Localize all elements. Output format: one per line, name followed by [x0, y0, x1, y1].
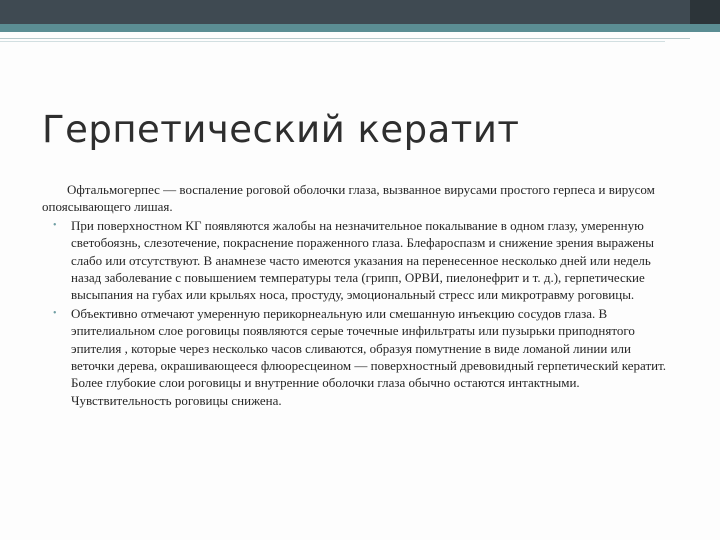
- bullet-text: При поверхностном КГ появляются жалобы на незначительное покалывание в одном глазу, умеренную светобоязнь, слезотечение, покраснение пораженного глаза. Блефароспазм и снижение зрения выражены слабо или отсутствуют. В анамнезе часто имеются указания на перенесенное несколько дней или недель назад заболевание с повышением температуры тела (грипп, ОРВИ, пиелонефрит и т. д.), герпетические высыпания на губах или крыльях носа, простуду, эмоциональный стресс или микротравму роговицы.: [71, 217, 654, 303]
- top-right-decorative-block: [690, 0, 720, 24]
- intro-paragraph: Офтальмогерпес — воспаление роговой оболочки глаза, вызванное вирусами простого герпеса и вирусом опоясывающего лишая.: [42, 182, 655, 215]
- bullet-item-2: [42, 305, 672, 409]
- bullet-icon: •: [53, 219, 57, 231]
- divider-line-secondary: [0, 41, 665, 42]
- divider-line: [0, 38, 690, 39]
- bullet-icon: •: [53, 307, 57, 319]
- slide-title: Герпетический кератит: [42, 108, 520, 151]
- bullet-item-1: [42, 217, 672, 304]
- top-decorative-band: [0, 0, 720, 24]
- bullet-text: Объективно отмечают умеренную перикорнеальную или смешанную инъекцию сосудов глаза. В эпителиальном слое роговицы появляются серые точечные инфильтраты или пузырьки приподнятого эпителия , которые через несколько часов сливаются, образуя помутнение в виде ломаной линии или веточки дерева, окрашивающееся флюоресцеином — поверхностный древовидный герпетический кератит. Более глубокие слои роговицы и внутренние оболочки глаза обычно остаются интактными. Чувствительность роговицы снижена.: [71, 305, 667, 408]
- accent-stripe: [0, 24, 720, 32]
- slide-body: [42, 181, 672, 409]
